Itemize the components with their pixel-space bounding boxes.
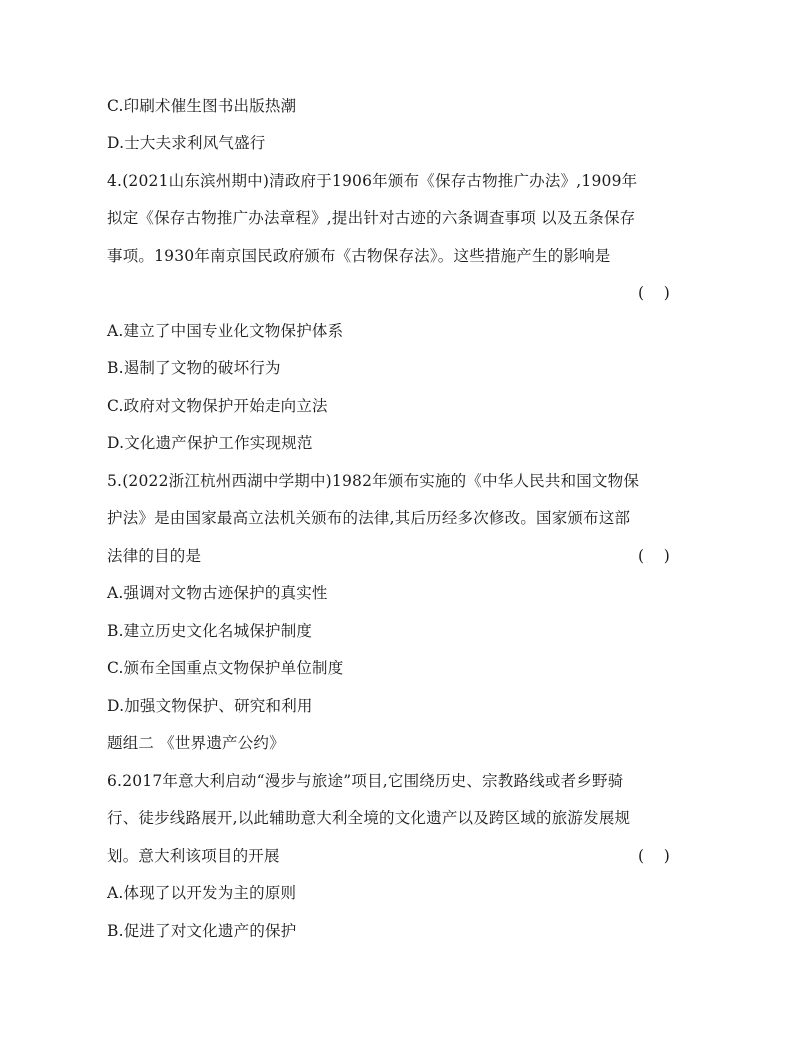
section-heading-group-2: 题组二 《世界遗产公约》 <box>107 734 285 752</box>
q5-stem-line-2: 护法》是由国家最高立法机关颁布的法律,其后历经多次修改。国家颁布这部 <box>107 509 631 527</box>
q5-option-d: D.加强文物保护、研究和利用 <box>107 697 313 715</box>
q5-option-b: B.建立历史文化名城保护制度 <box>107 622 313 640</box>
q5-answer-bracket: ( ) <box>638 547 670 565</box>
q4-stem-line-2: 拟定《保存古物推广办法章程》,提出针对古迹的六条调查事项 以及五条保存 <box>107 209 636 227</box>
q5-stem-line-1: 5.(2022浙江杭州西湖中学期中)1982年颁布实施的《中华人民共和国文物保 <box>107 472 640 490</box>
q4-option-d: D.文化遗产保护工作实现规范 <box>107 434 313 452</box>
q4-stem-line-3: 事项。1930年南京国民政府颁布《古物保存法》。这些措施产生的影响是 <box>107 247 611 265</box>
q4-answer-bracket: ( ) <box>638 284 670 302</box>
q4-option-a: A.建立了中国专业化文物保护体系 <box>107 322 344 340</box>
q6-option-a: A.体现了以开发为主的原则 <box>107 884 297 902</box>
q6-stem-line-3: 划。意大利该项目的开展 <box>107 847 280 865</box>
q6-stem-line-1: 6.2017年意大利启动“漫步与旅途”项目,它围绕历史、宗教路线或者乡野骑 <box>107 772 624 790</box>
q4-option-c: C.政府对文物保护开始走向立法 <box>107 397 328 415</box>
q4-option-b: B.遏制了文物的破坏行为 <box>107 359 281 377</box>
q5-option-a: A.强调对文物古迹保护的真实性 <box>107 584 328 602</box>
q3-option-c: C.印刷术催生图书出版热潮 <box>107 97 297 115</box>
q5-stem-line-3: 法律的目的是 <box>107 547 202 565</box>
q6-stem-line-2: 行、徒步线路展开,以此辅助意大利全境的文化遗产以及跨区域的旅游发展规 <box>107 809 631 827</box>
q6-option-b: B.促进了对文化遗产的保护 <box>107 922 297 940</box>
q6-answer-bracket: ( ) <box>638 847 670 865</box>
q4-stem-line-1: 4.(2021山东滨州期中)清政府于1906年颁布《保存古物推广办法》,1909年 <box>107 172 638 190</box>
q3-option-d: D.士大夫求利风气盛行 <box>107 134 266 152</box>
q5-option-c: C.颁布全国重点文物保护单位制度 <box>107 659 344 677</box>
